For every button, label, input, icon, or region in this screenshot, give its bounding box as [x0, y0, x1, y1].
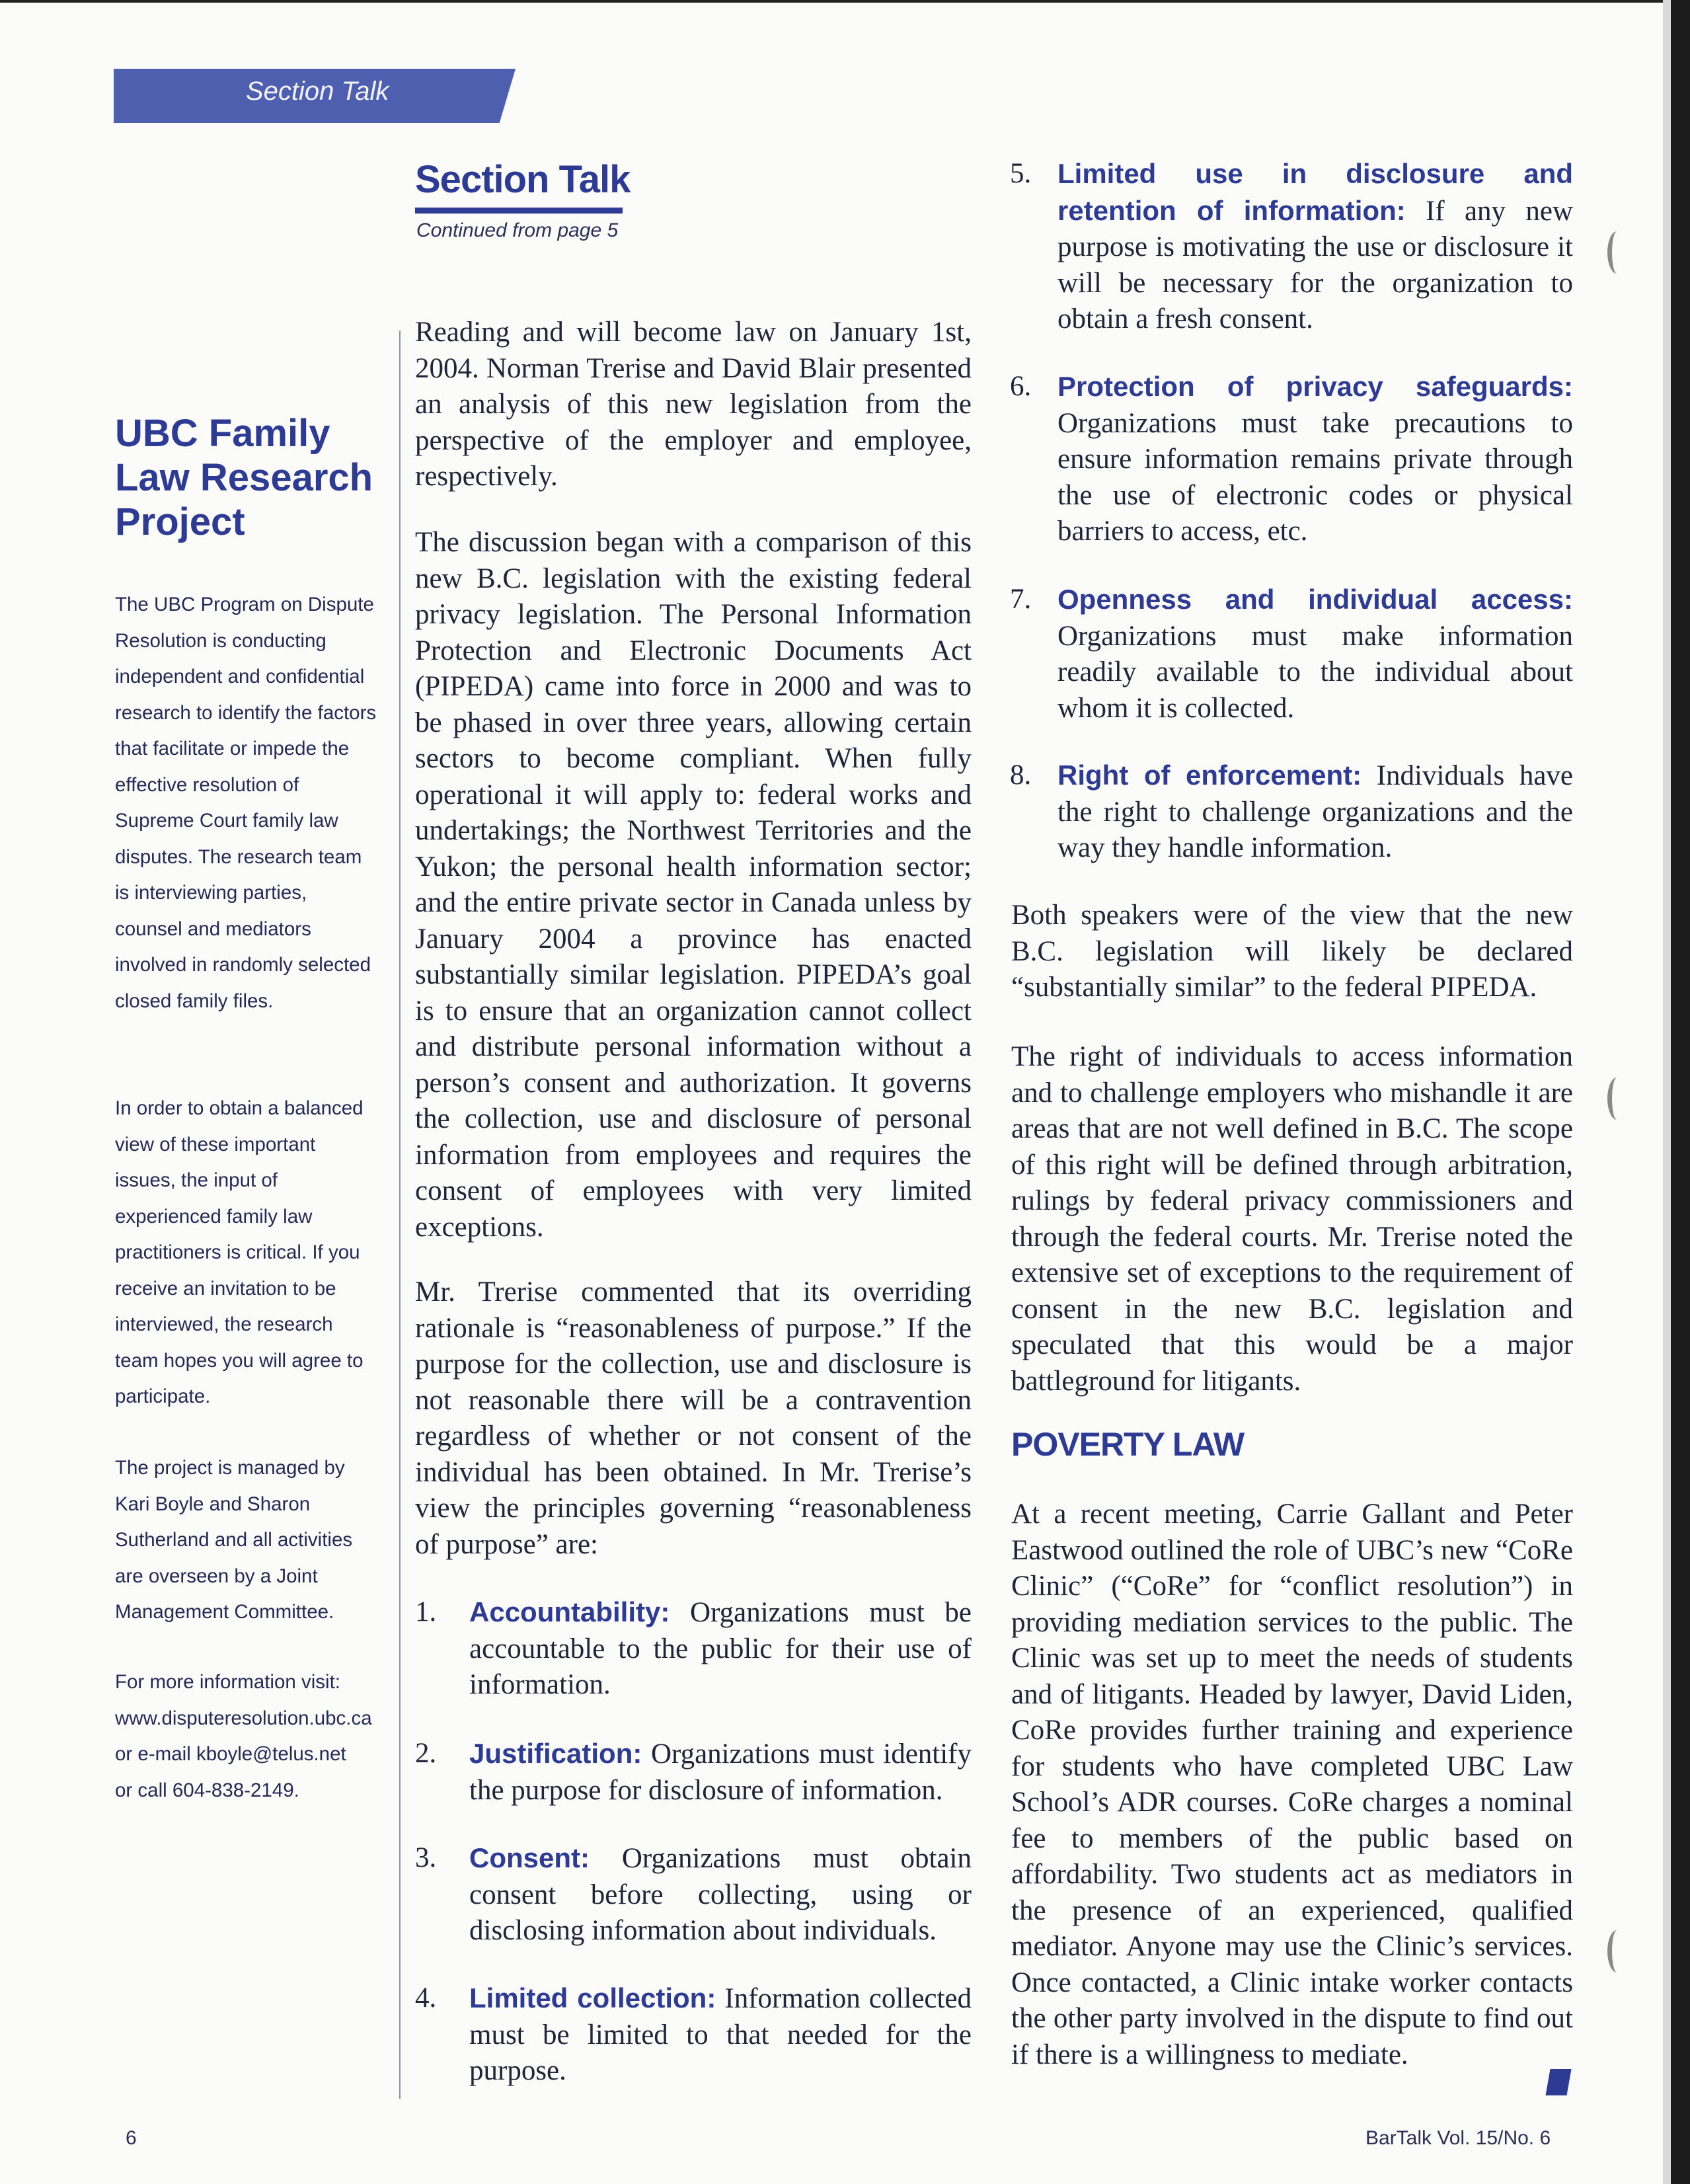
section-heading-poverty-law: POVERTY LAW	[1011, 1426, 1245, 1463]
principle-label: Accountability:	[469, 1596, 670, 1627]
sidebar-paragraph: In order to obtain a balanced view of these important issues, the input of experienced family law practitioners is critical. If you receive an invitation to be interviewed, the research team hopes you will agree to participate.	[115, 1097, 364, 1407]
phone-line: or call 604-838-2149.	[115, 1779, 299, 1801]
principle-text: If any new purpose is motivating the use or disclosure it will be necessary for the organization to obtain a fresh consent.	[1057, 195, 1573, 334]
binding-hole-mark	[1607, 231, 1627, 274]
article-paragraph: Mr. Trerise commented that its overriding rationale is “reasonableness of purpose.” If the purpose for the collection, use and disclosure is not reasonable there will be a contravention regardless of whether or not consent of the individual has been obtained. In Mr. Trerise’s view the principles governing “reasonableness of purpose” are:	[415, 1276, 972, 1560]
article-paragraph: The discussion began with a comparison of this new B.C. legislation with the existing federal privacy legislation. The Personal Information Protection and Electronic Documents Act (PIPEDA) came into force in 2000 and was to be phased in over three years, allowing certain sectors to become compliant. When fully operational it will apply to: federal works and undertakings; the Northwest Territories and the Yukon; the personal health information sector; and the entire private sector in Canada unless by January 2004 a province has enacted substantially similar legislation. PIPEDA’s goal is to ensure that an organization cannot collect and distribute personal information without a person’s consent and authorization. It governs the collection, use and disclosure of personal information from employees and requires the consent of employees with very limited exceptions.	[415, 527, 972, 1243]
principle-number: 8.	[1010, 760, 1032, 791]
principle-label: Right of enforcement:	[1057, 760, 1362, 791]
principle-label: Justification:	[469, 1738, 642, 1769]
sidebar-paragraph: The project is managed by Kari Boyle and Sharon Sutherland and all activities are overseen by a Joint Management Committee.	[115, 1457, 353, 1623]
principle-label: Limited use in disclosure and retention of information:	[1057, 158, 1573, 226]
email-link[interactable]: or e-mail kboyle@telus.net	[115, 1743, 346, 1765]
principle-number: 2.	[415, 1738, 437, 1769]
principle-text: Organizations must make information readily available to the individual about whom it is collected.	[1057, 620, 1573, 724]
binding-hole-mark	[1607, 1077, 1627, 1120]
article-paragraph: The right of individuals to access information and to challenge employers who mishandle it are areas that are not well defined in B.C. The scope of this right will be defined through arbitration, rulings by federal privacy commissioners and through the federal courts. Mr. Trerise noted the extensive set of exceptions to the requirement of consent in the new B.C. legislation and speculated that this would be a major battleground for litigants.	[1011, 1041, 1573, 1397]
principle-number: 7.	[1010, 584, 1032, 615]
column-divider	[399, 331, 401, 2099]
principle-text: Organizations must identify the purpose for disclosure of information.	[469, 1738, 972, 1806]
principle-text: Organizations must obtain consent before collecting, using or disclosing information about individuals.	[469, 1843, 972, 1946]
article-paragraph: Both speakers were of the view that the new B.C. legislation will likely be declared “substantially similar” to the federal PIPEDA.	[1011, 900, 1573, 1003]
sidebar-title: UBC Family Law Research Project	[115, 412, 373, 543]
principle-number: 3.	[415, 1842, 437, 1873]
end-mark	[1545, 2069, 1571, 2095]
page-number: 6	[126, 2127, 137, 2149]
principle-number: 5.	[1010, 158, 1032, 189]
principle-label: Limited collection:	[469, 1982, 716, 2013]
article-paragraph: At a recent meeting, Carrie Gallant and Peter Eastwood outlined the role of UBC’s new “CoRe Clinic” (“CoRe” for “conflict resolution”) in providing mediation services to the public. The Clinic was set up to meet the needs of students and of litigants. Headed by lawyer, David Liden, CoRe provides further training and experience for students who have completed UBC Law School’s ADR courses. CoRe charges a nominal fee to members of the public based on affordability. Two students act as mediators in the presence of an experienced, qualified mediator. Anyone may use the Clinic’s services. Once contacted, a Clinic intake worker contacts the other party involved in the dispute to find out if there is a willingness to mediate.	[1011, 1499, 1573, 2070]
top-border	[0, 0, 1690, 3]
principle-number: 6.	[1010, 371, 1032, 402]
principle-label: Openness and individual access:	[1057, 584, 1573, 615]
binding-hole-mark	[1607, 1930, 1627, 1972]
title-underline	[415, 208, 623, 214]
principle-number: 1.	[415, 1596, 437, 1627]
principle-text: Information collected must be limited to that needed for the purpose.	[469, 1983, 972, 2086]
sidebar-contact	[115, 1664, 379, 1809]
principle-label: Protection of privacy safeguards:	[1057, 371, 1573, 402]
principle-text: Organizations must be accountable to the public for their use of information.	[469, 1597, 972, 1700]
article-title: Section Talk	[415, 158, 631, 201]
continued-note: Continued from page 5	[416, 219, 619, 241]
page-edge-shadow	[1663, 0, 1671, 2184]
section-banner-label: Section Talk	[246, 77, 389, 106]
website-link[interactable]: www.disputeresolution.ubc.ca	[115, 1707, 372, 1729]
contact-intro: For more information visit:	[115, 1671, 340, 1693]
principle-number: 4.	[415, 1982, 437, 2013]
principle-text: Individuals have the right to challenge organizations and the way they handle information.	[1057, 760, 1574, 863]
publication-footer: BarTalk Vol. 15/No. 6	[1365, 2127, 1551, 2149]
sidebar-paragraph: The UBC Program on Dispute Resolution is conducting independent and confidential research to identify the factors that facilitate or impede the effective resolution of Supreme Court family law disputes. The research team is interviewing parties, counsel and mediators involved in randomly selected closed family files.	[115, 594, 377, 1012]
principle-label: Consent:	[469, 1842, 590, 1873]
principle-text: Organizations must take precautions to ensure information remains private through the use of electronic codes or physical barriers to access, etc.	[1057, 407, 1573, 547]
page-edge	[1671, 0, 1690, 2184]
article-paragraph: Reading and will become law on January 1st, 2004. Norman Trerise and David Blair presented an analysis of this new legislation from the perspective of the employer and employee, respectively.	[415, 317, 972, 492]
